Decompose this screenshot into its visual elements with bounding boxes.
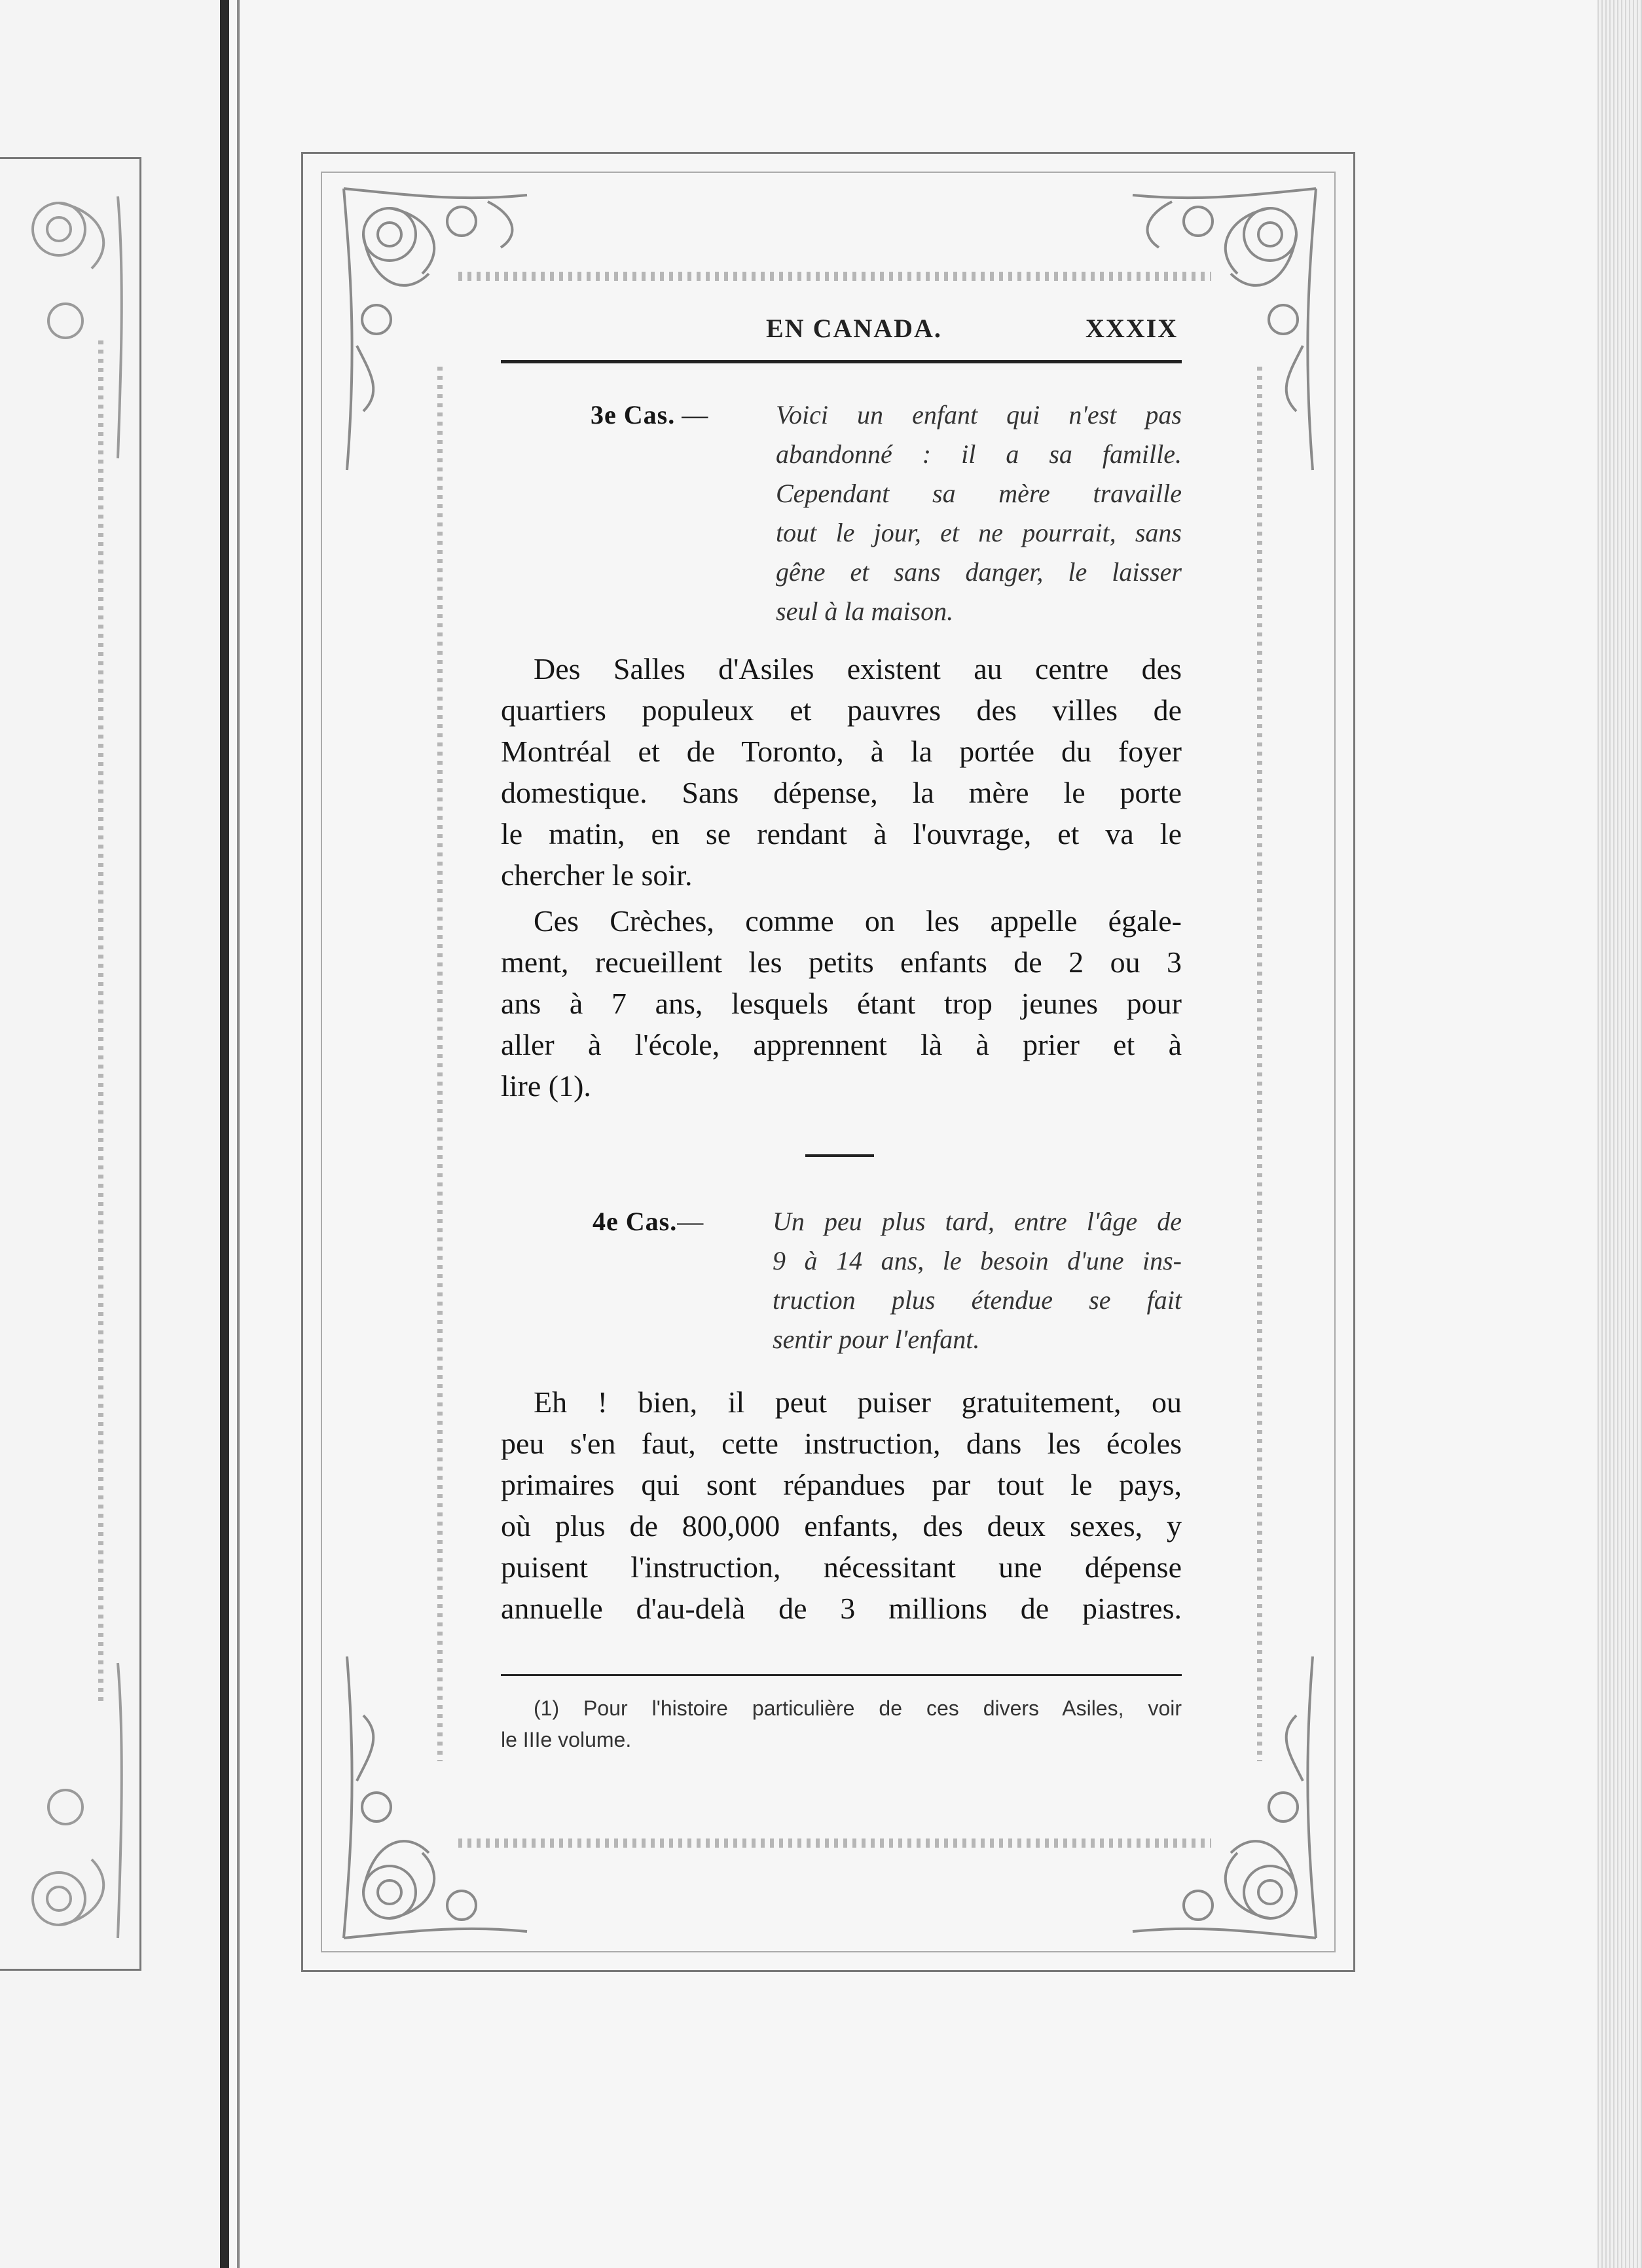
paragraph-line: peu s'en faut, cette instruction, dans les écoles: [501, 1427, 1182, 1460]
paragraph-line: chercher le soir.: [501, 858, 693, 892]
paragraph-line: puisent l'instruction, nécessitant une dépense: [501, 1550, 1182, 1584]
paragraph-ecoles-primaires: [501, 1381, 1182, 1629]
case-3-line: Voici un enfant qui n'est pas: [776, 400, 1182, 430]
case-3-line: abandonné : il a sa famille.: [776, 439, 1182, 469]
case-4-line: sentir pour l'enfant.: [773, 1325, 980, 1354]
case-4-description: [773, 1202, 1182, 1359]
binding-spine: [220, 0, 229, 2268]
paragraph-line: Ces Crèches, comme on les appelle égale-: [534, 904, 1182, 938]
case-4-line: 9 à 14 ans, le besoin d'une ins-: [773, 1246, 1182, 1275]
section-separator: [805, 1154, 874, 1157]
footnote-line-1: (1) Pour l'histoire particulière de ces divers Asiles, voir: [534, 1696, 1182, 1720]
case-3-description: [776, 395, 1182, 631]
paragraph-creches: [501, 900, 1182, 1107]
case-3-line: gêne et sans danger, le laisser: [776, 557, 1182, 587]
bottom-right-ornament: [1113, 1643, 1329, 1951]
top-wavy-border: [458, 272, 1211, 281]
paragraph-line: Montréal et de Toronto, à la portée du foyer: [501, 735, 1182, 768]
paragraph-salles-d-asiles: [501, 648, 1182, 896]
bottom-left-ornament: [331, 1643, 547, 1951]
paragraph-line: lire (1).: [501, 1069, 591, 1103]
binding-spine-edge: [237, 0, 240, 2268]
paragraph-line: quartiers populeux et pauvres des villes de: [501, 693, 1182, 727]
running-title: EN CANADA.: [766, 314, 942, 343]
footnote: [501, 1692, 1182, 1755]
case-4-title: 4e Cas.: [593, 1207, 678, 1236]
right-wavy-border: [1257, 367, 1262, 1761]
case-3-line: tout le jour, et ne pourrait, sans: [776, 518, 1182, 547]
top-left-ornament: [331, 175, 547, 483]
paragraph-line: domestique. Sans dépense, la mère le porte: [501, 776, 1182, 809]
case-3-line: Cependant sa mère travaille: [776, 479, 1182, 508]
footnote-line-2: le IIIe volume.: [501, 1728, 632, 1751]
case-4-dash: —: [677, 1207, 704, 1236]
paragraph-line: annuelle d'au-delà de 3 millions de piastres.: [501, 1592, 1182, 1625]
paragraph-line: Des Salles d'Asiles existent au centre des: [534, 652, 1182, 686]
paragraph-line: primaires qui sont répandues par tout le pays,: [501, 1468, 1182, 1501]
paragraph-line: ans à 7 ans, lesquels étant trop jeunes pour: [501, 987, 1182, 1020]
bottom-wavy-border: [458, 1838, 1211, 1848]
left-page-top-ornament: [0, 170, 137, 471]
case-4-line: truction plus étendue se fait: [773, 1285, 1182, 1315]
paragraph-line: le matin, en se rendant à l'ouvrage, et va le: [501, 817, 1182, 850]
case-4-label: [593, 1202, 703, 1241]
page-number: XXXIX: [1086, 314, 1178, 343]
paragraph-line: Eh ! bien, il peut puiser gratuitement, ou: [534, 1385, 1182, 1419]
page-edge-stack: [1597, 0, 1642, 2268]
footnote-rule: [501, 1674, 1182, 1676]
case-3-title: 3e Cas.: [591, 400, 676, 430]
case-3-line: seul à la maison.: [776, 596, 954, 626]
left-page-wavy-border: [98, 340, 103, 1702]
paragraph-line: où plus de 800,000 enfants, des deux sexes, y: [501, 1509, 1182, 1543]
left-wavy-border: [437, 367, 443, 1761]
case-4-line: Un peu plus tard, entre l'âge de: [773, 1207, 1182, 1236]
paragraph-line: aller à l'école, apprennent là à prier et à: [501, 1028, 1182, 1061]
case-3-dash: —: [675, 400, 708, 430]
header-rule: [501, 360, 1182, 363]
left-page-bottom-ornament: [0, 1650, 137, 1951]
paragraph-line: ment, recueillent les petits enfants de 2 ou 3: [501, 945, 1182, 979]
case-3-label: [591, 395, 708, 435]
